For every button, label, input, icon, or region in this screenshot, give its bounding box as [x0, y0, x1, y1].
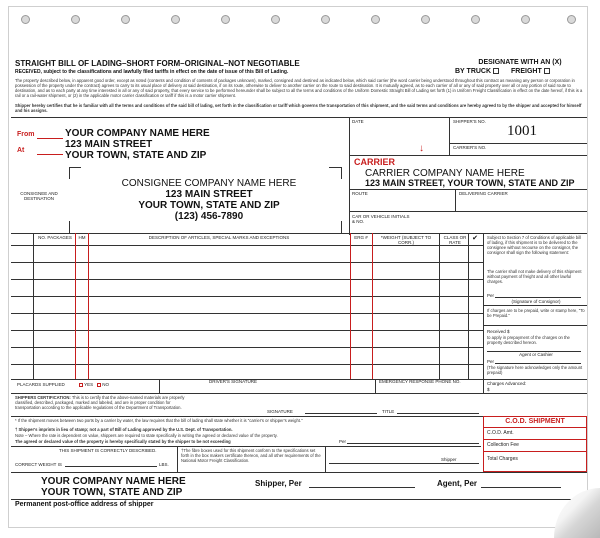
- consignee-name: CONSIGNEE COMPANY NAME HERE: [121, 178, 297, 189]
- col-check: ✔: [472, 235, 478, 242]
- punch-hole-icon: [321, 15, 330, 24]
- col-description: DESCRIPTION OF ARTICLES, SPECIAL MARKS AND EXCEPTIONS: [148, 235, 290, 240]
- consignee-phone: (123) 456-7890: [174, 211, 244, 222]
- carrier-label: CARRIER: [354, 157, 396, 167]
- per-label-3: Per: [339, 439, 347, 444]
- rate-note: Note – Where the rate is dependent on value, shippers are required to state specifically in writing the agreed or declared value of the property.: [15, 433, 278, 438]
- signature-label: SIGNATURE: [267, 409, 293, 414]
- punch-hole-icon: [371, 15, 380, 24]
- agent-cashier: Agent or Cashier: [519, 352, 553, 357]
- carrier-street: 123 MAIN STREET, YOUR TOWN, STATE AND ZIP: [365, 178, 575, 188]
- imprint-note: † Shipper's imprints in lieu of stamp; not a part of Bill of Lading approved by the U.S. Dept. of Transportation.: [15, 427, 233, 432]
- punch-hole-icon: [567, 15, 576, 24]
- col-erg: ERG #: [354, 235, 368, 240]
- punch-hole-icon: [21, 15, 30, 24]
- per-label-2: Per: [487, 359, 495, 364]
- punch-hole-icon: [421, 15, 430, 24]
- per-label: Per: [487, 293, 495, 298]
- cod-title: C.O.D. SHIPMENT: [505, 418, 565, 425]
- vehicle-label: CAR OR VEHICLE INITIALS & NO.: [352, 214, 410, 224]
- col-class: CLASS OR RATE: [443, 235, 467, 245]
- carrier-delivery-note: The carrier shall not make delivery of this shipment without payment of freight and all other lawful charges.: [487, 269, 582, 284]
- designate-label: DESIGNATE WITH AN (X): [478, 59, 562, 66]
- consignee-label: CONSIGNEE AND DESTINATION: [20, 191, 58, 201]
- by-truck-checkbox[interactable]: [493, 68, 499, 74]
- shipper-name: YOUR COMPANY NAME HERE: [65, 128, 210, 139]
- route-label: ROUTE: [352, 191, 368, 196]
- shipper-no-label: SHIPPER'S NO.: [453, 119, 486, 124]
- placards-no[interactable]: NO: [95, 382, 109, 387]
- permanent-address-label: Permanent post-office address of shipper: [15, 501, 154, 508]
- prepayment-note: to apply in prepayment of the charges on the property described hereon.: [487, 335, 570, 345]
- shippers-certification: SHIPPERS CERTIFICATION: This is to certify that the above-named materials are properly classified, described, packaged, marked and labeled, and are in proper condition for transportation according to the applicable regulations of the Department of Transportation.: [15, 395, 185, 410]
- cod-amount: C.O.D. Amt.: [487, 430, 514, 436]
- col-hm: HM: [78, 235, 86, 240]
- prepaid-note: If charges are to be prepaid, write or stamp here, "To be Prepaid.": [487, 308, 585, 318]
- correct-weight-label: CORRECT WEIGHT IS: [15, 462, 62, 467]
- punch-hole-icon: [271, 15, 280, 24]
- punch-hole-icon: [471, 15, 480, 24]
- date-label: DATE: [352, 119, 364, 124]
- shipper-street: 123 MAIN STREET: [65, 139, 153, 150]
- agent-per-label: Agent, Per: [437, 479, 478, 488]
- bill-of-lading-form: [8, 6, 588, 528]
- received-label: Received $: [487, 329, 510, 334]
- consignee-street: 123 MAIN STREET: [165, 189, 253, 200]
- emergency-phone-label: EMERGENCY RESPONSE PHONE NO.: [379, 379, 461, 384]
- freight-label: FREIGHT: [511, 68, 542, 75]
- collection-fee: Collection Fee: [487, 442, 519, 448]
- arrow-down-icon: ↓: [419, 143, 424, 154]
- shipper-number: 1001: [507, 123, 537, 139]
- shipper-small-label: Shipper: [441, 457, 457, 462]
- placards-label: PLACARDS SUPPLIED: [17, 382, 65, 387]
- dollar-sign: $: [487, 387, 490, 392]
- title-label: TITLE: [382, 409, 395, 414]
- driver-signature-label: DRIVER'S SIGNATURE: [209, 379, 258, 384]
- placards-yes[interactable]: YES: [77, 382, 93, 387]
- form-title: STRAIGHT BILL OF LADING–SHORT FORM–ORIGINAL–NOT NEGOTIABLE: [15, 59, 300, 68]
- shipper-city: YOUR TOWN, STATE AND ZIP: [65, 150, 207, 161]
- declared-value-note: The agreed or declared value of the property is hereby specifically stated by the shipper to be not exceeding: [15, 439, 231, 444]
- delivering-carrier-label: DELIVERING CARRIER: [459, 191, 508, 196]
- col-packages: NO. PACKAGES: [38, 235, 72, 240]
- footer-city: YOUR TOWN, STATE AND ZIP: [41, 487, 183, 498]
- terms-paragraph: The property described below, in apparent good order, except as noted (contents and condition of contents of packages unknown), marked, consigned and destined as indicated below, which said carrier (the word carrier being understood throughout this contract as meaning any person or corporation in possession of the property under the contract) agrees to carry to its usual place of delivery at said destination, if on its route, otherwise to deliver to another carrier on the route to said destination. It is mutually agreed, as to each carrier of all or any of said property over all or any portion of said route to destination, and as to each party at any time interested in all or any of said property, that every service to be performed hereunder shall be subject to all the terms and conditions of the Uniform Domestic Straight Bill of Lading set forth (1) in Uniform Freight Classification in effect on the date hereof, if this is a rail or a rail-water shipment, or (2) in the applicable motor carrier classification or tariff if this is a motor carrier shipment.: [15, 78, 583, 98]
- lbs-label: LBS.: [159, 462, 169, 467]
- correct-description-label: THIS SHIPMENT IS CORRECTLY DESCRIBED.: [59, 448, 157, 453]
- carrier-name: CARRIER COMPANY NAME HERE: [365, 168, 525, 179]
- fibre-box-note: †The fibre boxes used for this shipment conform to the specifications set forth in the box makers certificate thereon, and all other requirements of the National Motor Freight Classification.: [181, 448, 321, 463]
- water-carrier-note: * If the shipment moves between two ports by a carrier by water, the law requires that the bill of lading shall state whether it is "carrier's or shipper's weight.": [15, 418, 303, 423]
- signature-consignor: (Signature of Consignor): [511, 299, 561, 304]
- footer-company-name: YOUR COMPANY NAME HERE: [41, 476, 186, 487]
- punch-hole-icon: [521, 15, 530, 24]
- freight-checkbox[interactable]: [544, 68, 550, 74]
- by-truck-label: BY TRUCK: [455, 68, 492, 75]
- total-charges: Total Charges: [487, 456, 518, 462]
- shipper-per-label: Shipper, Per: [255, 479, 302, 488]
- transport-mode: [455, 68, 585, 76]
- at-label: At: [17, 147, 25, 154]
- punch-hole-icon: [171, 15, 180, 24]
- section7-terms: Subject to Section 7 of Conditions of applicable bill of lading, if this shipment is to be delivered to the consignee without recourse on the consignor, the consignor shall sign the following statement:: [487, 235, 581, 255]
- acknowledge-note: (The signature here acknowledges only the amount prepaid): [487, 365, 583, 375]
- certification-paragraph: Shipper hereby certifies that he is familiar with all the terms and conditions of the said bill of lading, set forth in the classification or tariff which governs the transportation of this shipment, and the said terms and conditions are hereby agreed to by the shipper and accepted for himself and his assigns.: [15, 103, 582, 113]
- charges-advanced: Charges Advanced:: [487, 381, 527, 386]
- from-label: From: [17, 131, 35, 138]
- punch-hole-icon: [71, 15, 80, 24]
- carrier-no-label: CARRIER'S NO.: [453, 145, 487, 150]
- consignee-city: YOUR TOWN, STATE AND ZIP: [138, 200, 280, 211]
- punch-hole-icon: [121, 15, 130, 24]
- received-statement: RECEIVED, subject to the classifications and lawfully filed tariffs in effect on the date of issue of this Bill of Lading.: [15, 69, 289, 75]
- punch-hole-icon: [221, 15, 230, 24]
- col-weight: *WEIGHT (SUBJECT TO CORR.): [380, 235, 432, 245]
